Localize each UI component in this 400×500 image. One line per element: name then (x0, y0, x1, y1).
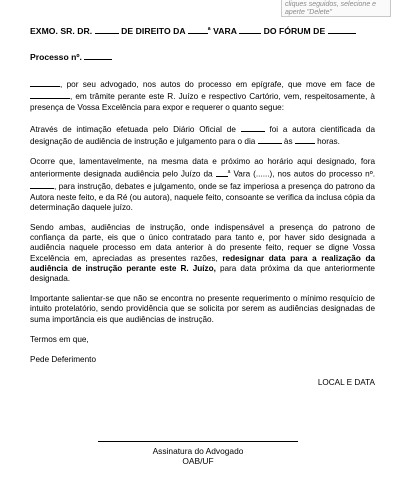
forum-blank[interactable] (328, 25, 356, 34)
defendant-blank[interactable] (30, 90, 70, 99)
p4-text-a: Sendo ambas, audiências de instrução, onde indispensável a presença do patrono de confiança da parte, eis que o único contratado para tanto e, por haver sido designada a audiência naquele processo em data anterior à do presente feito, requer se digne Vossa Excelência em, apreciadas as presentes razões, (30, 223, 375, 263)
processo-number-blank[interactable] (84, 51, 112, 60)
local-e-data: LOCAL E DATA (317, 378, 375, 388)
processo-line (30, 51, 375, 62)
p2-text-b: foi a autora cientificada da designação de audiência de instrução e julgamento para o dia (30, 124, 375, 147)
p1-text-b: , em trâmite perante este R. Juízo e respectivo Cartório, vem, respeitosamente, à presença de Vossa Excelência para expor e requerer o quanto segue: (30, 92, 375, 112)
paragraph-parties (30, 78, 375, 113)
exmo-label: EXMO. SR. DR. (30, 25, 93, 36)
p4-bold-request: redesignar data para a realização da audiência de instrução perante este R. Juízo, (30, 253, 376, 273)
paragraph-conflict: Ocorre que, lamentavelmente, na mesma data e próximo ao horário aqui designado, fora anteriormente designada audiência pelo Juízo da $^a$ Vara (......), nos autos do processo nº. , para instrução, debates e julgamento, onde se faz imperiosa a presença do patrono da Autora neste feito, e da Ré (ou autora), naquele feito, consoante se verifica da inclusa cópia da determinação daquele juízo. (30, 157, 376, 212)
other-court-blank[interactable] (216, 168, 228, 177)
hearing-time-blank[interactable] (295, 135, 315, 144)
signature-block (98, 441, 298, 467)
p2-text-a: Através de intimação efetuada pelo Diário Oficial de (30, 124, 236, 134)
oab-label: OAB/UF (182, 456, 214, 467)
author-blank[interactable] (30, 78, 60, 87)
address-header: EXMO. SR. DR. DE DIREITO DA $^a$ VARA DO FÓRUM DE (30, 24, 375, 36)
de-direito-label: DE DIREITO DA (121, 25, 186, 36)
paragraph-request (30, 223, 375, 284)
vara-number-blank[interactable] (188, 25, 208, 34)
p3-text-c: , para instrução, debates e julgamento, onde se faz imperiosa a presença do patrono da Autora neste feito, e da Ré (ou autora), naquele feito, consoante se verifica da inclusa cópia da determinação daquele juízo. (30, 182, 376, 212)
p4-text-c: para data próxima da que anteriormente designada. (30, 263, 375, 284)
termos-em-que: Termos em que, (30, 334, 89, 344)
pede-deferimento: Pede Deferimento (30, 355, 96, 365)
p2-text-c: às (283, 137, 293, 147)
p1-text-a: , por seu advogado, nos autos do processo em epígrafe, que move em face de (60, 80, 375, 90)
p3-text-b: Vara (......), nos autos do processo nº. (233, 170, 376, 180)
vara-label: VARA (213, 25, 237, 36)
judge-blank[interactable] (95, 25, 119, 34)
paragraph-no-delay: Importante salientar-se que não se encontra no presente requerimento o mínimo resquício de intuito protelatório, sendo providência que se solicita por serem as audiências designadas de suma importância eis que audiências de instrução. (30, 294, 375, 324)
signature-label: Assinatura do Advogado (152, 446, 244, 456)
petition-document (30, 24, 375, 388)
diario-date-blank[interactable] (241, 123, 265, 132)
other-process-blank[interactable] (30, 180, 54, 189)
p3-text-a: Ocorre que, lamentavelmente, na mesma data e próximo ao horário aqui designado, fora anteriormente designada audiência pelo Juízo da (30, 157, 375, 180)
hearing-day-blank[interactable] (258, 135, 282, 144)
p2-text-d: horas. (317, 137, 340, 147)
do-forum-label: DO FÓRUM DE (263, 25, 326, 36)
paragraph-intimation (30, 123, 375, 147)
processo-label: Processo nº. (30, 52, 82, 63)
instruction-hint: cliques seguidos, selecione e aperte "Delete" (281, 0, 391, 17)
vara-name-blank[interactable] (239, 25, 261, 34)
